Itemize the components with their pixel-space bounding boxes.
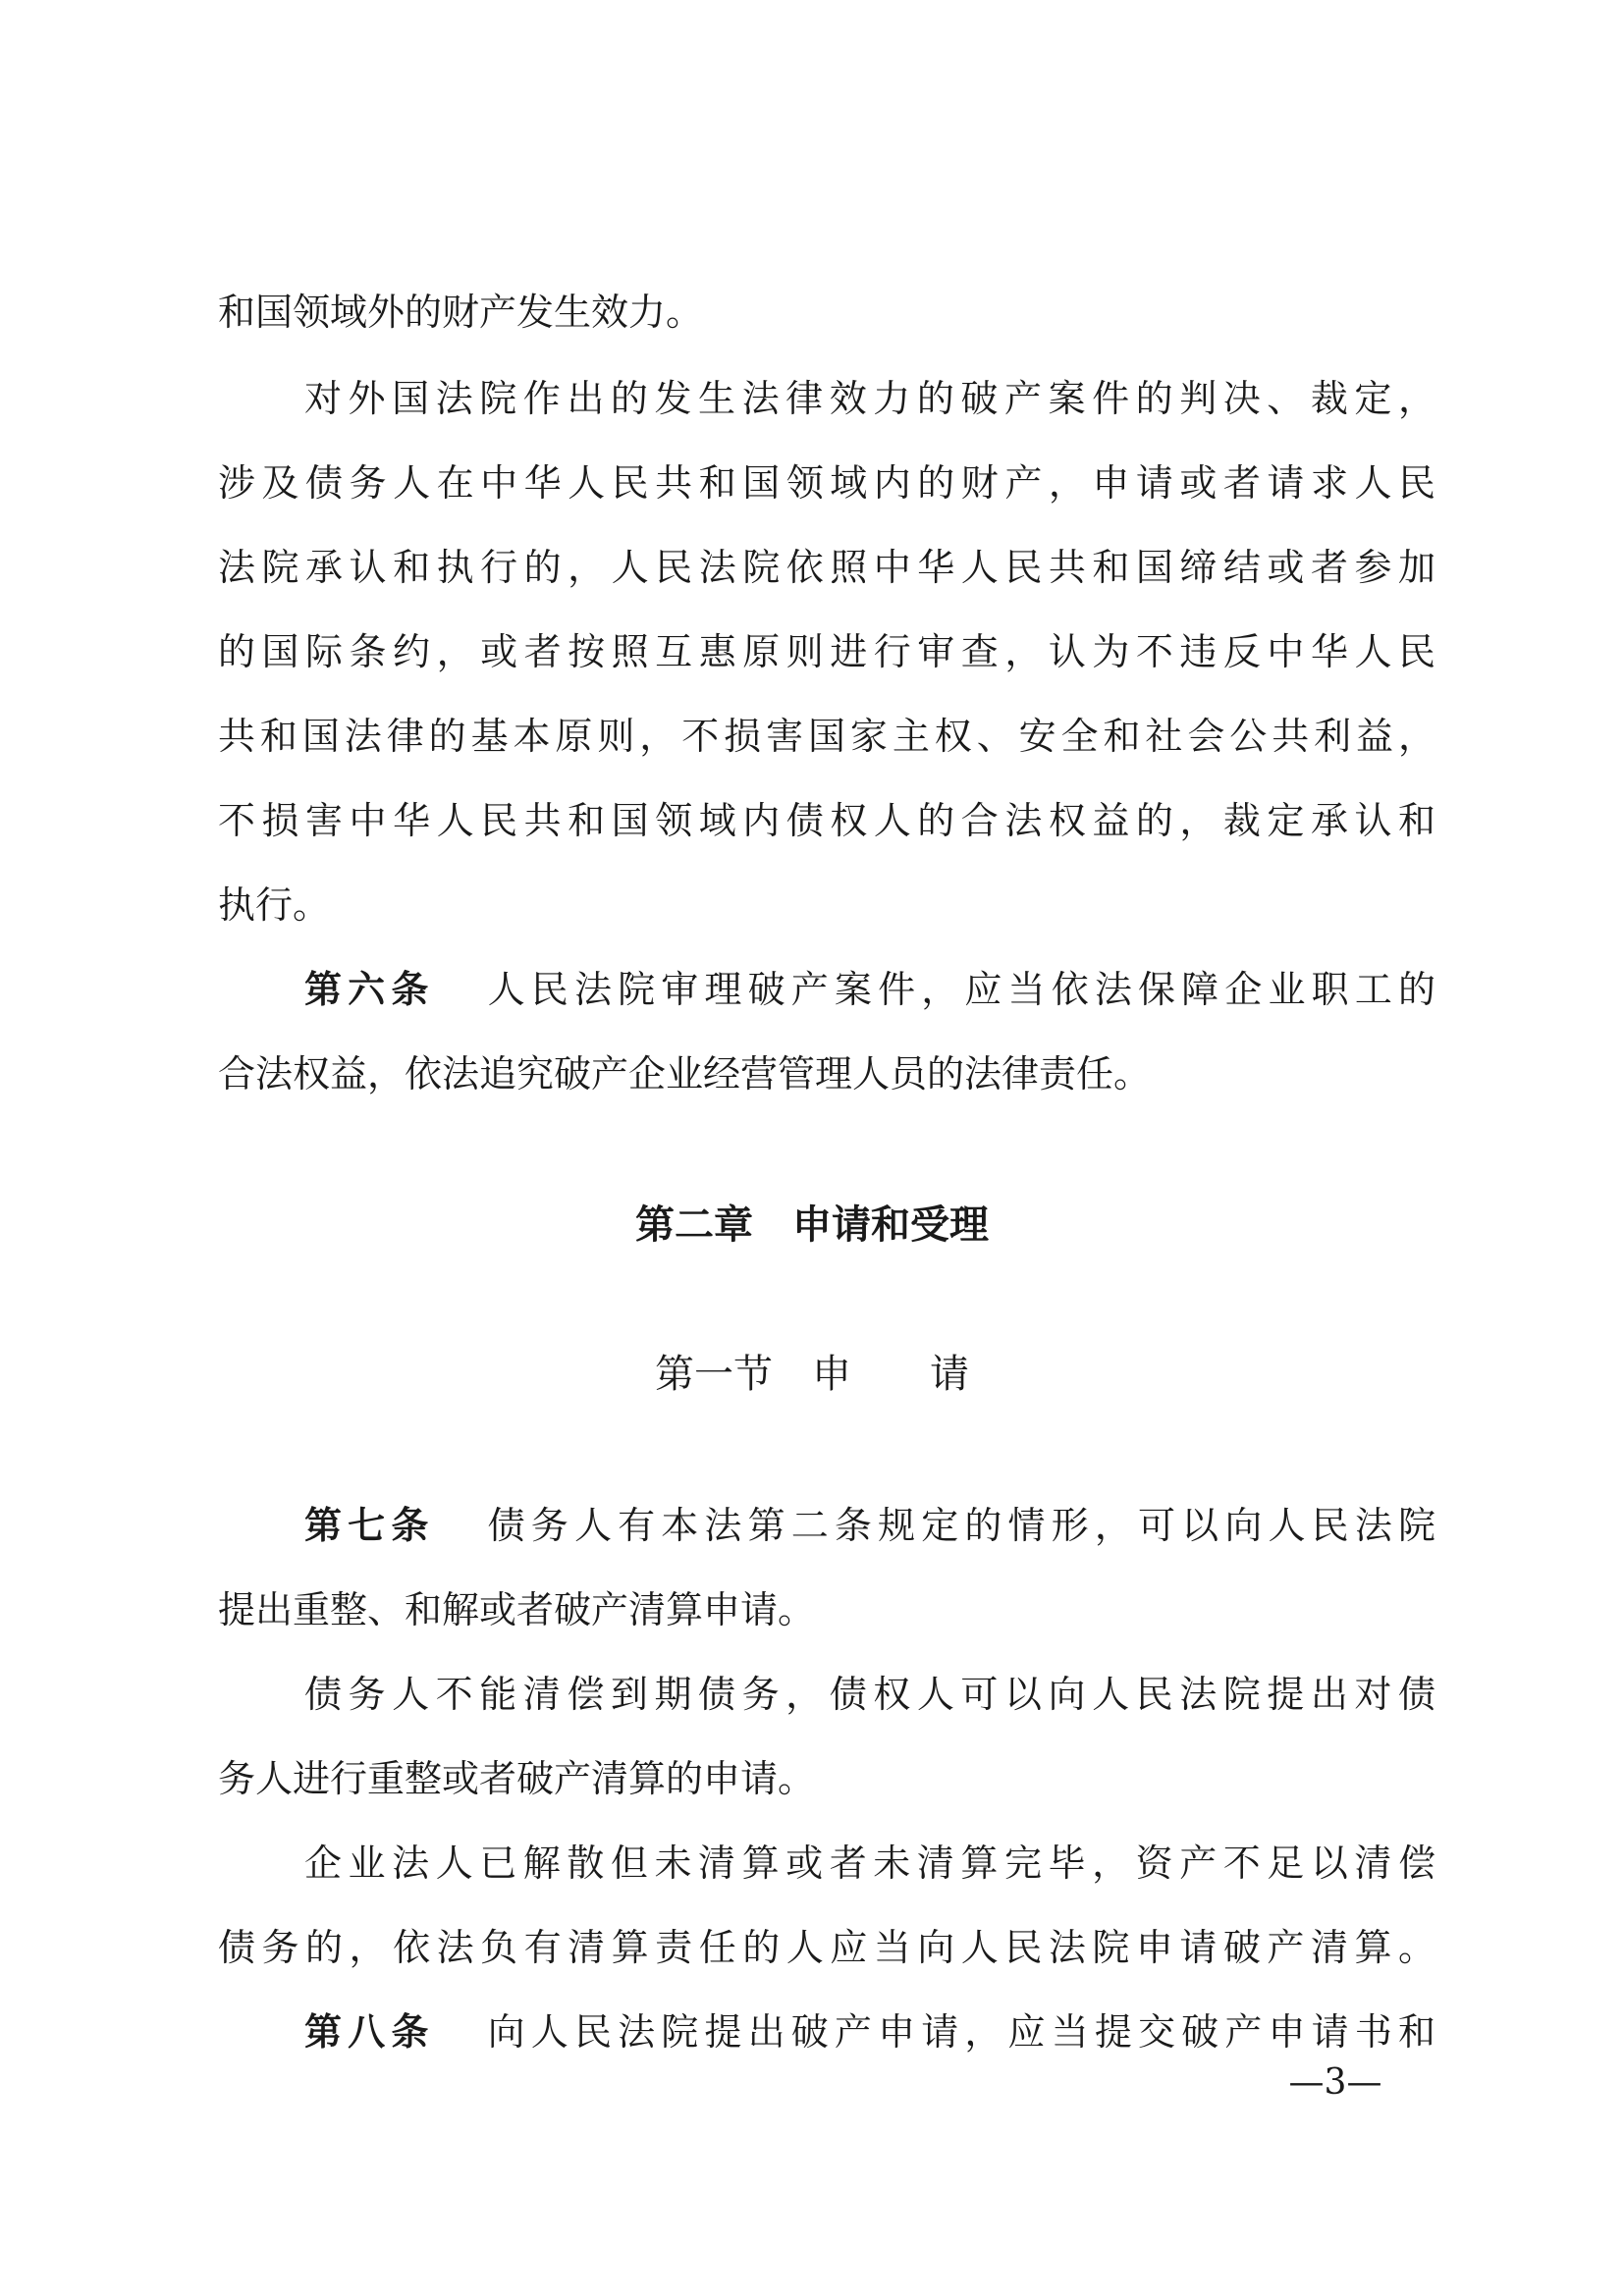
body-text-line: 债务人不能清偿到期债务，债权人可以向人民法院提出对债 — [304, 1673, 1435, 1716]
body-text-line: 合法权益，依法追究破产企业经营管理人员的法律责任。 — [218, 1052, 1152, 1095]
body-text-line: 的国际条约，或者按照互惠原则进行审查，认为不违反中华人民 — [218, 630, 1435, 673]
chapter-heading: 第二章 申请和受理 — [635, 1202, 989, 1248]
body-text-line: 企业法人已解散但未清算或者未清算完毕，资产不足以清偿 — [304, 1842, 1435, 1885]
article-label: 第八条 — [304, 2010, 435, 2054]
body-text-line: 共和国法律的基本原则，不损害国家主权、安全和社会公共利益， — [218, 715, 1435, 758]
body-text-line: 提出重整、和解或者破产清算申请。 — [218, 1588, 816, 1631]
body-text-line: 涉及债务人在中华人民共和国领域内的财产，申请或者请求人民 — [218, 461, 1435, 505]
body-text-line: 对外国法院作出的发生法律效力的破产案件的判决、裁定， — [304, 377, 1435, 420]
article-label: 第六条 — [304, 968, 435, 1011]
body-text-line: 执行。 — [218, 883, 331, 927]
article-6-paragraph — [304, 968, 1435, 1011]
article-7-paragraph — [304, 1504, 1435, 1547]
article-8-paragraph — [304, 2010, 1435, 2054]
body-text-line: 和国领域外的财产发生效力。 — [218, 291, 704, 334]
article-text: 向人民法院提出破产申请，应当提交破产申请书和 — [481, 2010, 1435, 2054]
body-text-line: 债务的，依法负有清算责任的人应当向人民法院申请破产清算。 — [218, 1926, 1435, 1969]
article-text: 人民法院审理破产案件，应当依法保障企业职工的 — [481, 968, 1435, 1011]
article-label: 第七条 — [304, 1504, 435, 1547]
body-text-line: 不损害中华人民共和国领域内债权人的合法权益的，裁定承认和 — [218, 799, 1435, 842]
section-heading: 第一节 申 请 — [655, 1352, 969, 1397]
body-text-line: 法院承认和执行的，人民法院依照中华人民共和国缔结或者参加 — [218, 546, 1435, 589]
body-text-line: 务人进行重整或者破产清算的申请。 — [218, 1757, 816, 1800]
page-number: —3— — [1288, 2062, 1382, 2103]
article-text: 债务人有本法第二条规定的情形，可以向人民法院 — [481, 1504, 1435, 1547]
